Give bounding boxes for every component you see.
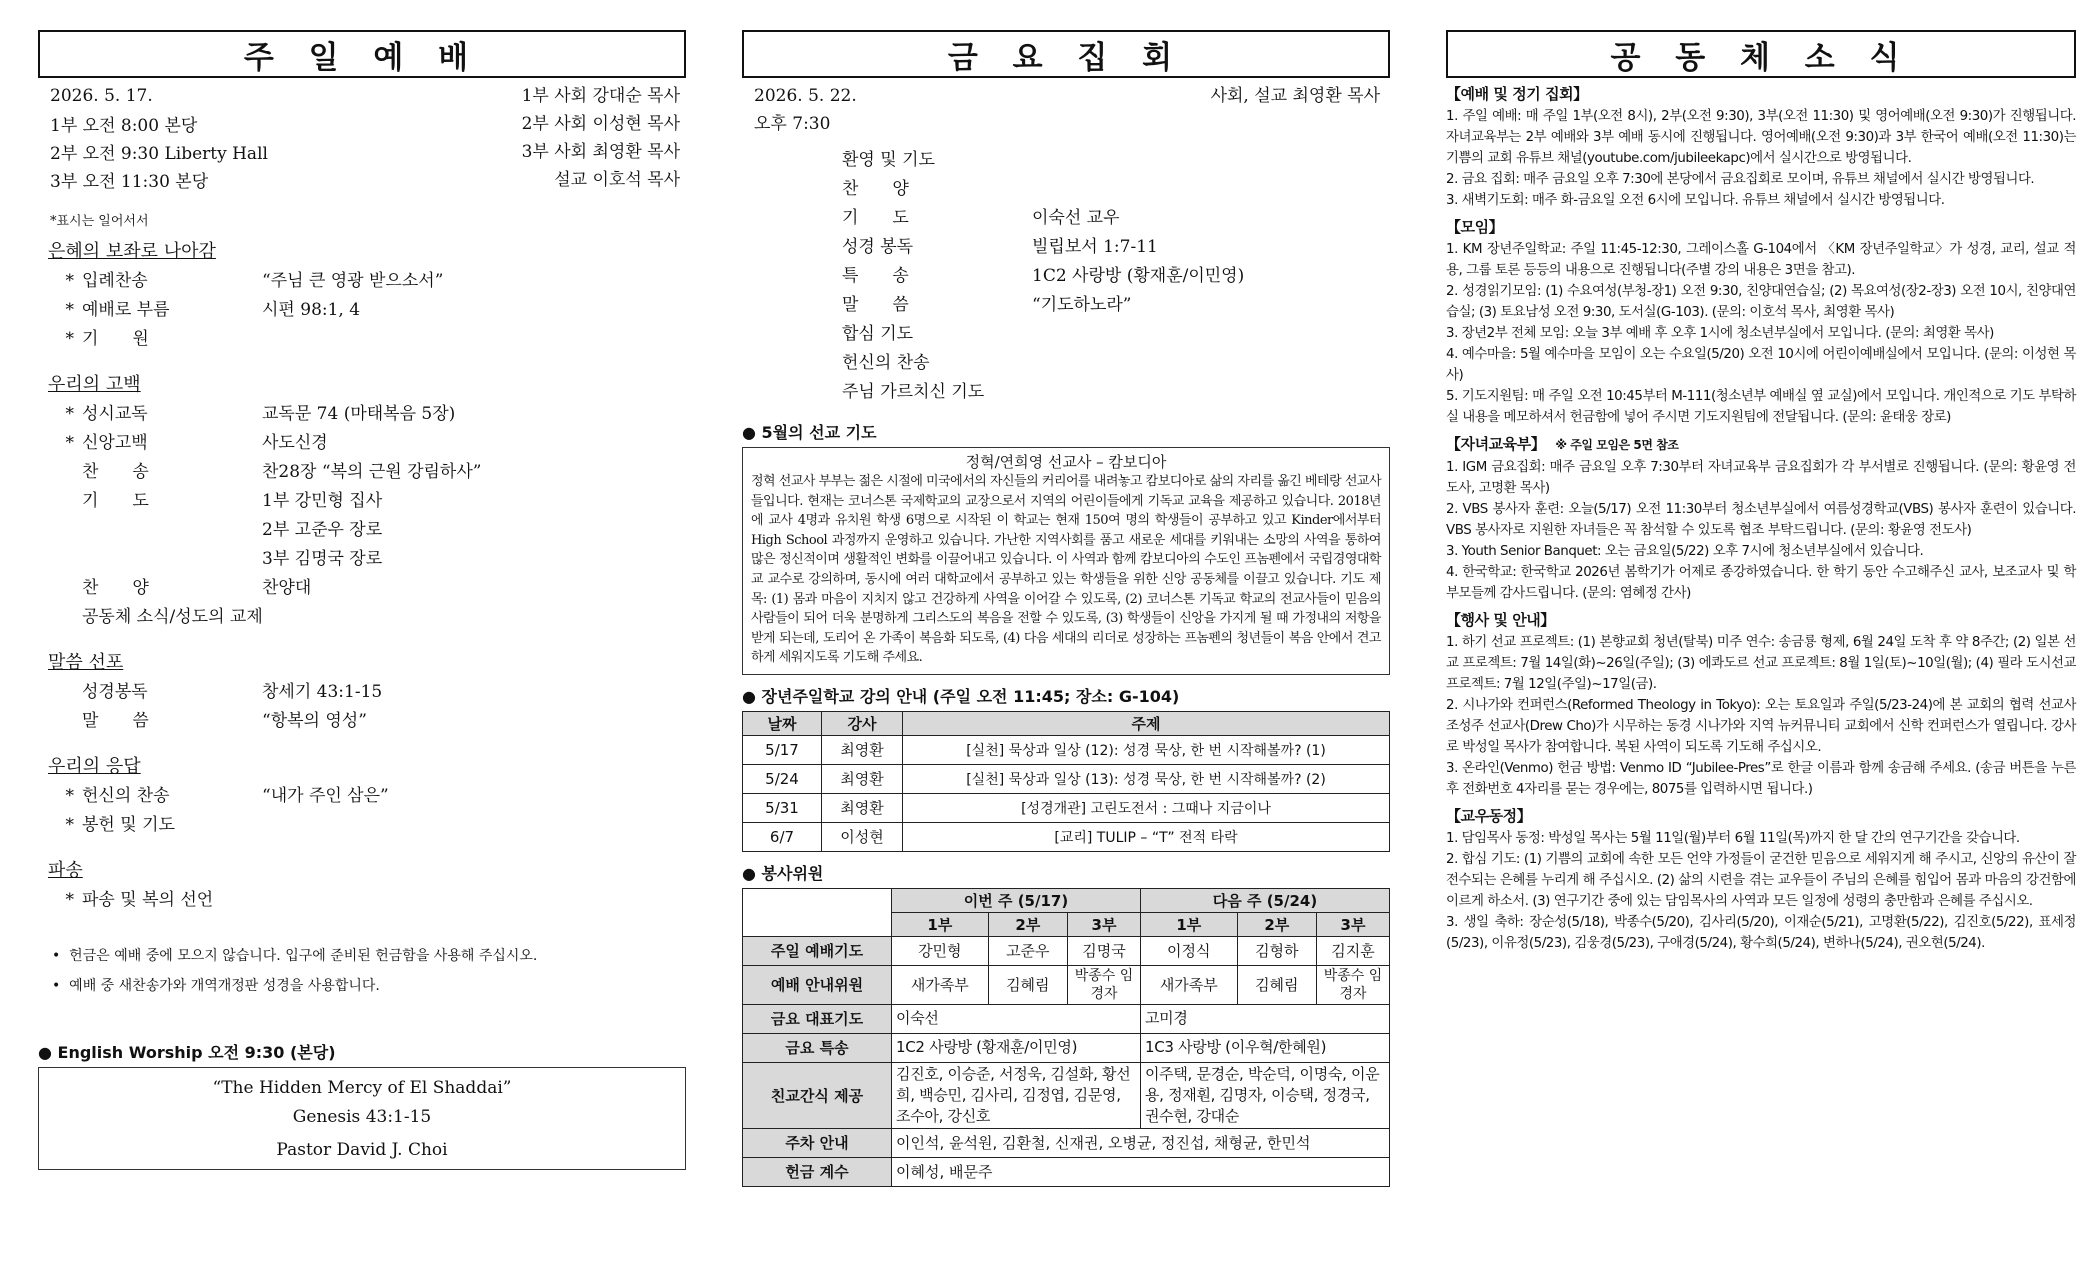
vol-cell: 1C2 사랑방 (황재훈/이민영)	[892, 1033, 1141, 1062]
section-title: 우리의 응답	[48, 756, 141, 777]
news-heading-text: 【모임】	[1446, 218, 1504, 236]
worship-item	[48, 782, 686, 811]
worship-item-label: 파송 및 복의 선언	[82, 890, 214, 910]
section-title: 말씀 선포	[48, 652, 124, 673]
news-item: 3. 새벽기도회: 매주 화-금요일 오전 6시에 모입니다. 유튜브 채널에서 실시간 방영됩니다.	[1446, 193, 1945, 208]
friday-order-item	[842, 262, 1390, 291]
news-item: 3. 장년2부 전체 모임: 오늘 3부 예배 후 오후 1시에 청소년부실에서 모입니다. (문의: 최영환 목사)	[1446, 326, 1994, 341]
table-row	[743, 965, 1390, 1004]
news-heading-text: 【교우동정】	[1446, 807, 1532, 825]
vol-service: 1부	[1140, 912, 1237, 936]
lecture-cell: 5/31	[743, 793, 822, 822]
news-item: 4. 한국학교: 한국학교 2026년 봄학기가 어제로 종강하였습니다. 한 학기 동안 수고해주신 교사, 보조교사 및 학부모들께 감사드립니다. (문의: 염혜정 간사)	[1446, 565, 2076, 601]
worship-item-value: “내가 주인 삼은”	[262, 786, 389, 806]
mission-title: 정혁/연희영 선교사 – 캄보디아	[965, 453, 1167, 471]
vol-service: 1부	[892, 912, 989, 936]
friday-order-item	[842, 320, 1390, 349]
lecture-cell: 최영환	[822, 793, 903, 822]
vol-role: 친교간식 제공	[743, 1062, 892, 1128]
vol-next-week: 다음 주 (5/24)	[1140, 888, 1389, 912]
friday-order-label: 환영 및 기도	[842, 150, 935, 170]
sunday-time-1: 1부 오전 8:00 본당	[50, 116, 198, 136]
vol-this-week: 이번 주 (5/17)	[892, 888, 1141, 912]
worship-item	[48, 603, 686, 632]
worship-item-value: 2부 고준우 장로	[262, 520, 383, 540]
news-item: 2. VBS 봉사자 훈련: 오늘(5/17) 오전 11:30부터 청소년부실에서 여름성경학교(VBS) 봉사자 훈련이 있습니다. VBS 봉사자로 지원한 자녀들은 꼭 참석할 수 있도록 협조 부탁드립니다. (문의: 황윤영 전도사)	[1446, 502, 2076, 538]
worship-item	[48, 678, 686, 707]
worship-item-label: 예배로 부름	[82, 300, 170, 320]
worship-item	[48, 487, 686, 516]
vol-cell: 박종수 임경자	[1067, 965, 1140, 1004]
friday-column	[742, 30, 1390, 1187]
mission-box	[742, 447, 1390, 675]
volunteer-header: ● 봉사위원	[742, 863, 824, 883]
worship-item	[48, 429, 686, 458]
vol-cell: 김지훈	[1317, 936, 1390, 965]
lecture-cell: [성경개관] 고린도전서 : 그때나 지금이나	[903, 793, 1390, 822]
worship-item-label: 기 원	[82, 329, 149, 349]
vol-role: 주차 안내	[743, 1128, 892, 1157]
vol-service: 3부	[1067, 912, 1140, 936]
worship-item-label: 봉헌 및 기도	[82, 815, 175, 835]
table-row	[743, 764, 1390, 793]
vol-cell: 고미경	[1140, 1004, 1389, 1033]
news-heading-text: 【자녀교육부】	[1446, 435, 1546, 453]
worship-item-value: 사도신경	[262, 433, 328, 453]
vol-role: 헌금 계수	[743, 1157, 892, 1186]
table-row	[743, 735, 1390, 764]
worship-item-value: 창세기 43:1-15	[262, 682, 383, 702]
friday-order-item	[842, 204, 1390, 233]
standing-mark	[48, 487, 82, 516]
worship-item-label	[82, 516, 262, 545]
friday-order-label: 특 송	[842, 266, 909, 286]
friday-order-item	[842, 378, 1390, 407]
worship-item	[48, 574, 686, 603]
standing-mark: *	[65, 271, 74, 291]
vol-cell: 김진호, 이승준, 서정욱, 김설화, 황선희, 백승민, 김사리, 김정엽, 김문영, 조수아, 강신호	[892, 1062, 1141, 1128]
news-group-heading	[1446, 215, 2076, 239]
worship-item-label: 찬 양	[82, 578, 149, 598]
lecture-table	[742, 711, 1390, 852]
table-row	[743, 1062, 1390, 1128]
worship-item-value: “주님 큰 영광 받으소서”	[262, 271, 444, 291]
leader-4: 설교 이호석 목사	[554, 170, 680, 190]
vol-cell: 김형하	[1237, 936, 1316, 965]
lecture-cell: 최영환	[822, 735, 903, 764]
vol-cell: 이정식	[1140, 936, 1237, 965]
news-group-heading	[1446, 608, 2076, 632]
bullet-note: • 예배 중 새찬송가와 개역개정판 성경을 사용합니다.	[52, 978, 380, 994]
vol-role: 예배 안내위원	[743, 965, 892, 1004]
friday-order-label: 주님 가르치신 기도	[842, 382, 985, 402]
friday-order-label: 헌신의 찬송	[842, 353, 930, 373]
section-title: 은혜의 보좌로 나아감	[48, 241, 216, 262]
english-worship-header: ● English Worship 오전 9:30 (본당)	[38, 1043, 336, 1062]
lecture-cell: [실천] 묵상과 일상 (12): 성경 묵상, 한 번 시작해볼까? (1)	[903, 735, 1390, 764]
worship-item	[48, 296, 686, 325]
news-item: 2. 합심 기도: (1) 기쁨의 교회에 속한 모든 언약 가정들이 굳건한 믿음으로 세워지게 해 주시고, 신앙의 유산이 잘 전수되는 은혜를 누리게 해 주십시오. (2) 삶의 시련을 겪는 교우들이 주님의 은혜를 힘입어 몸과 마음의 강건함에 이르게 하소서. (3) 연구기간 중에 있는 담임목사의 사역과 모든 일정에 성령의 충만함과 은혜를 주십시오.	[1446, 852, 2076, 909]
news-heading-note: ※ 주일 모임은 5면 참조	[1555, 438, 1679, 452]
lecture-cell: [실천] 묵상과 일상 (13): 성경 묵상, 한 번 시작해볼까? (2)	[903, 764, 1390, 793]
worship-item-value: 1부 강민형 집사	[262, 491, 383, 511]
friday-order-label: 성경 봉독	[842, 237, 914, 257]
worship-item	[48, 707, 686, 736]
news-column	[1446, 30, 2076, 954]
vol-cell: 이혜성, 배문주	[892, 1157, 1390, 1186]
standing-mark: *	[65, 433, 74, 453]
news-item: 2. 성경읽기모임: (1) 수요여성(부청-장1) 오전 9:30, 친양대연습실; (2) 목요여성(장2-장3) 오전 10시, 친양대연습실; (3) 토요남성 오전 9:30, 도서실(G-103). (문의: 이호석 목사, 최영환 목사)	[1446, 284, 2076, 320]
friday-order-item	[842, 233, 1390, 262]
friday-time: 오후 7:30	[754, 114, 831, 134]
friday-title: 금 요 집 회	[742, 30, 1390, 78]
leader-2: 2부 사회 이성현 목사	[521, 114, 680, 134]
standing-mark	[48, 603, 82, 632]
worship-item-label: 찬 송	[82, 462, 149, 482]
friday-info	[742, 82, 1390, 138]
table-row	[743, 1128, 1390, 1157]
sunday-info	[38, 82, 686, 196]
worship-item-label: 성경봉독	[82, 682, 148, 702]
sunday-column	[38, 30, 686, 1170]
english-scripture: Genesis 43:1-15	[292, 1107, 432, 1127]
standing-mark: *	[65, 300, 74, 320]
table-row	[743, 936, 1390, 965]
lecture-header: ● 장년주일학교 강의 안내 (주일 오전 11:45; 장소: G-104)	[742, 686, 1180, 706]
worship-item-value: “항복의 영성”	[262, 711, 367, 731]
news-item: 4. 예수마을: 5월 예수마을 모임이 오는 수요일(5/20) 오전 10시에 어린이예배실에서 모입니다. (문의: 이성현 목사)	[1446, 347, 2076, 383]
worship-order	[38, 237, 686, 915]
standing-mark: *	[65, 815, 74, 835]
table-row	[743, 1157, 1390, 1186]
vol-cell: 김혜림	[1237, 965, 1316, 1004]
vol-cell: 새가족부	[1140, 965, 1237, 1004]
lecture-col-speaker: 강사	[822, 711, 903, 735]
vol-cell: 강민형	[892, 936, 989, 965]
vol-service: 2부	[1237, 912, 1316, 936]
worship-item	[48, 545, 686, 574]
standing-mark	[48, 545, 82, 574]
worship-item-value: 찬28장 “복의 근원 강림하사”	[262, 462, 482, 482]
worship-item-value: 찬양대	[262, 578, 312, 598]
worship-item-value: 3부 김명국 장로	[262, 549, 383, 569]
worship-item-label: 말 씀	[82, 711, 149, 731]
standing-mark: *	[65, 404, 74, 424]
table-row	[743, 1004, 1390, 1033]
vol-cell: 이인석, 윤석원, 김환철, 신재권, 오병균, 정진섭, 채형균, 한민석	[892, 1128, 1390, 1157]
friday-order-label: 합심 기도	[842, 324, 914, 344]
standing-mark: *	[65, 786, 74, 806]
vol-cell: 이숙선	[892, 1004, 1141, 1033]
friday-order-value: “기도하노라”	[1032, 295, 1132, 315]
table-row	[743, 793, 1390, 822]
table-row	[743, 822, 1390, 851]
news-item: 1. KM 장년주일학교: 주일 11:45-12:30, 그레이스홀 G-104에서 〈KM 장년주일학교〉가 성경, 교리, 설교 적용, 그룹 토론 등등의 내용으로 진행됩니다(주별 강의 내용은 3면을 참고).	[1446, 242, 2076, 278]
friday-order-item	[842, 175, 1390, 204]
friday-order-item	[842, 146, 1390, 175]
news-title: 공 동 체 소 식	[1446, 30, 2076, 78]
friday-order-value: 빌립보서 1:7-11	[1032, 237, 1158, 257]
lecture-cell: 5/17	[743, 735, 822, 764]
vol-service: 3부	[1317, 912, 1390, 936]
standing-mark: *	[65, 890, 74, 910]
worship-item-label	[82, 545, 262, 574]
news-body	[1446, 82, 2076, 954]
standing-mark	[48, 458, 82, 487]
friday-order-item	[842, 291, 1390, 320]
friday-order-label: 기 도	[842, 208, 909, 228]
vol-cell: 이주택, 문경순, 박순덕, 이명숙, 이운용, 정재훤, 김명자, 이승택, 정경국, 권수현, 강대순	[1140, 1062, 1389, 1128]
english-worship-box	[38, 1067, 686, 1170]
vol-role: 금요 특송	[743, 1033, 892, 1062]
news-item: 2. 금요 집회: 매주 금요일 오후 7:30에 본당에서 금요집회로 모이며, 유튜브 채널에서 실시간 방영됩니다.	[1446, 172, 2035, 187]
news-item: 1. 담임목사 동정: 박성일 목사는 5월 11일(월)부터 6월 11일(목)까지 한 달 간의 연구기간을 갖습니다.	[1446, 831, 2020, 846]
vol-cell: 고준우	[988, 936, 1067, 965]
worship-item	[48, 325, 686, 354]
friday-order	[742, 146, 1390, 407]
lecture-cell: 최영환	[822, 764, 903, 793]
sunday-left	[50, 82, 268, 196]
lecture-col-date: 날짜	[743, 711, 822, 735]
friday-order-value: 1C2 사랑방 (황재훈/이민영)	[1032, 266, 1245, 286]
worship-item-value: 시편 98:1, 4	[262, 300, 361, 320]
standing-note: *표시는 일어서서	[50, 214, 149, 229]
standing-mark	[48, 678, 82, 707]
news-item: 2. 시나가와 컨퍼런스(Reformed Theology in Tokyo): 오는 토요일과 주일(5/23-24)에 본 교회의 협력 선교사 조성주 선교사(Drew Cho)가 시무하는 동경 시나가와 지역 뉴커뮤니티 교회에서 신학 컨퍼런스가 열립니다. 강사로 박성일 목사가 참여합니다. 복된 사역이 되도록 기도해 주십시오.	[1446, 698, 2076, 755]
worship-item-label: 성시교독	[82, 404, 148, 424]
standing-mark	[48, 707, 82, 736]
vol-cell: 1C3 사랑방 (이우혁/한혜원)	[1140, 1033, 1389, 1062]
section-title: 파송	[48, 860, 83, 881]
sunday-time-3: 3부 오전 11:30 본당	[50, 172, 209, 192]
news-item: 1. 하기 선교 프로젝트: (1) 본향교회 청년(탈북) 미주 연수: 송금룡 형제, 6월 24일 도착 후 약 8주간; (2) 일본 선교 프로젝트: 7월 14일(화)~26일(주일); (3) 에콰도르 선교 프로젝트: 8월 1일(토)~10일(월); (4) 필라 도시선교 프로젝트: 7월 12일(주일)~17일(금).	[1446, 635, 2076, 692]
leader-1: 1부 사회 강대순 목사	[521, 86, 680, 106]
volunteer-table	[742, 888, 1390, 1187]
news-item: 1. IGM 금요집회: 매주 금요일 오후 7:30부터 자녀교육부 금요집회가 각 부서별로 진행됩니다. (문의: 황윤영 전도사, 고명환 목사)	[1446, 460, 2076, 496]
worship-item-label: 공동체 소식/성도의 교제	[82, 607, 263, 627]
news-group-heading	[1446, 82, 2076, 106]
worship-item-label: 신앙고백	[82, 433, 148, 453]
friday-leader: 사회, 설교 최영환 목사	[1210, 86, 1380, 106]
worship-item-value: 교독문 74 (마태복음 5장)	[262, 404, 456, 424]
friday-order-item	[842, 349, 1390, 378]
vol-role: 금요 대표기도	[743, 1004, 892, 1033]
lecture-cell: 5/24	[743, 764, 822, 793]
leader-3: 3부 사회 최영환 목사	[521, 142, 680, 162]
worship-item	[48, 516, 686, 545]
sunday-notes	[38, 941, 686, 1001]
sunday-leaders	[522, 82, 680, 196]
friday-order-value: 이숙선 교우	[1032, 208, 1120, 228]
sunday-date: 2026. 5. 17.	[50, 86, 153, 106]
worship-item	[48, 267, 686, 296]
lecture-cell: [교리] TULIP – “T” 전적 타락	[903, 822, 1390, 851]
worship-item-label: 입례찬송	[82, 271, 148, 291]
mission-header: ● 5월의 선교 기도	[742, 423, 877, 442]
vol-cell: 김명국	[1067, 936, 1140, 965]
news-item: 3. 온라인(Venmo) 헌금 방법: Venmo ID “Jubilee-Pres”로 한글 이름과 함께 송금해 주세요. (송금 버튼을 누른 후 전화번호 4자리를 묻는 경우에는, 8075를 입력하시면 됩니다.)	[1446, 761, 2076, 797]
friday-order-label: 찬 양	[842, 179, 909, 199]
sunday-title: 주 일 예 배	[38, 30, 686, 78]
vol-cell: 박종수 임경자	[1317, 965, 1390, 1004]
worship-item	[48, 811, 686, 840]
bullet-note: • 헌금은 예배 중에 모으지 않습니다. 입구에 준비된 헌금함을 사용해 주십시오.	[52, 948, 538, 964]
worship-item-label: 기 도	[82, 491, 149, 511]
english-preacher: Pastor David J. Choi	[276, 1140, 448, 1160]
vol-role: 주일 예배기도	[743, 936, 892, 965]
vol-service: 2부	[988, 912, 1067, 936]
news-item: 3. 생일 축하: 장순성(5/18), 박종수(5/20), 김사리(5/20), 이재순(5/21), 고명환(5/22), 김진호(5/22), 표세정(5/23), 이유정(5/23), 김웅경(5/23), 구애경(5/24), 황수희(5/24), 변하나(5/24), 권오현(5/24).	[1446, 915, 2076, 951]
news-heading-text: 【예배 및 정기 집회】	[1446, 85, 1588, 103]
news-group-heading	[1446, 804, 2076, 828]
standing-mark	[48, 516, 82, 545]
mission-body: 정혁 선교사 부부는 젊은 시절에 미국에서의 자신들의 커리어를 내려놓고 캄보디아로 삶의 자리를 옮긴 베테랑 선교사들입니다. 현재는 코너스톤 국제학교의 교장으로서 지역의 어린이들에게 기독교 교육을 제공하고 있습니다. 2018년에 교사 4명과 유치원 학생 6명으로 시작된 이 학교는 현재 150여 명의 학생들이 공부하고 있고 Kinder에서부터 High School 과정까지 운영하고 있습니다. 가난한 지역사회를 품고 새로운 세대를 키워내는 소망의 사역을 통하여 많은 정신적이며 생활적인 변화를 이끌어내고 있습니다. 이 사역과 함께 캄보디아의 수도인 프놈펜에서 국립경영대학교 교수로 강의하며, 동시에 여러 대학교에서 공부하고 있는 학생들을 위한 신앙 공동체를 이끌고 있습니다. 기도 제목: (1) 몸과 마음이 지치지 않고 건강하게 사역을 이어갈 수 있도록, (2) 코너스톤 기독교 학교의 전교사들이 믿음의 사람들이 되어 더욱 분명하게 그리스도의 복음을 전할 수 있도록, (3) 학생들이 신앙을 가지게 될 때 가정내의 저항을 받게 되는데, 도리어 온 가족이 복음화 되도록, (4) 다음 세대의 리더로 성장하는 프놈펜의 청년들이 복음 안에서 견고하게 세워지도록 기도해 주세요.	[751, 474, 1381, 666]
news-heading-text: 【행사 및 안내】	[1446, 611, 1555, 629]
worship-item	[48, 886, 686, 915]
news-item: 1. 주일 예배: 매 주일 1부(오전 8시), 2부(오전 9:30), 3부(오전 11:30) 및 영어예배(오전 9:30)가 진행됩니다. 자녀교육부는 2부 예배와 3부 예배 동시에 진행됩니다. 영어예배(오전 9:30)과 3부 한국어 예배(오전 11:30)는 기쁨의 교회 유튜브 채널(youtube.com/jubileekapc)에서 실시간으로 방영됩니다.	[1446, 109, 2076, 166]
friday-order-label: 말 씀	[842, 295, 909, 315]
news-item: 5. 기도지원팀: 매 주일 오전 10:45부터 M-111(청소년부 예배실 옆 교실)에서 모입니다. 개인적으로 기도 부탁하실 내용을 메모하셔서 헌금함에 넣어 주시면 기도지원팀에 전달됩니다. (문의: 윤태웅 장로)	[1446, 389, 2076, 425]
friday-date: 2026. 5. 22.	[754, 86, 857, 106]
standing-mark: *	[65, 329, 74, 349]
vol-cell: 김혜림	[988, 965, 1067, 1004]
lecture-cell: 이성현	[822, 822, 903, 851]
section-title: 우리의 고백	[48, 374, 141, 395]
english-sermon-title: “The Hidden Mercy of El Shaddai”	[212, 1078, 512, 1098]
lecture-col-topic: 주제	[903, 711, 1390, 735]
worship-item	[48, 458, 686, 487]
worship-item-label: 헌신의 찬송	[82, 786, 170, 806]
table-row	[743, 1033, 1390, 1062]
news-item: 3. Youth Senior Banquet: 오는 금요일(5/22) 오후 7시에 청소년부실에서 있습니다.	[1446, 544, 1924, 559]
vol-cell: 새가족부	[892, 965, 989, 1004]
standing-mark	[48, 574, 82, 603]
lecture-cell: 6/7	[743, 822, 822, 851]
worship-item	[48, 400, 686, 429]
sunday-time-2: 2부 오전 9:30 Liberty Hall	[50, 144, 268, 164]
news-group-heading	[1446, 432, 2076, 457]
